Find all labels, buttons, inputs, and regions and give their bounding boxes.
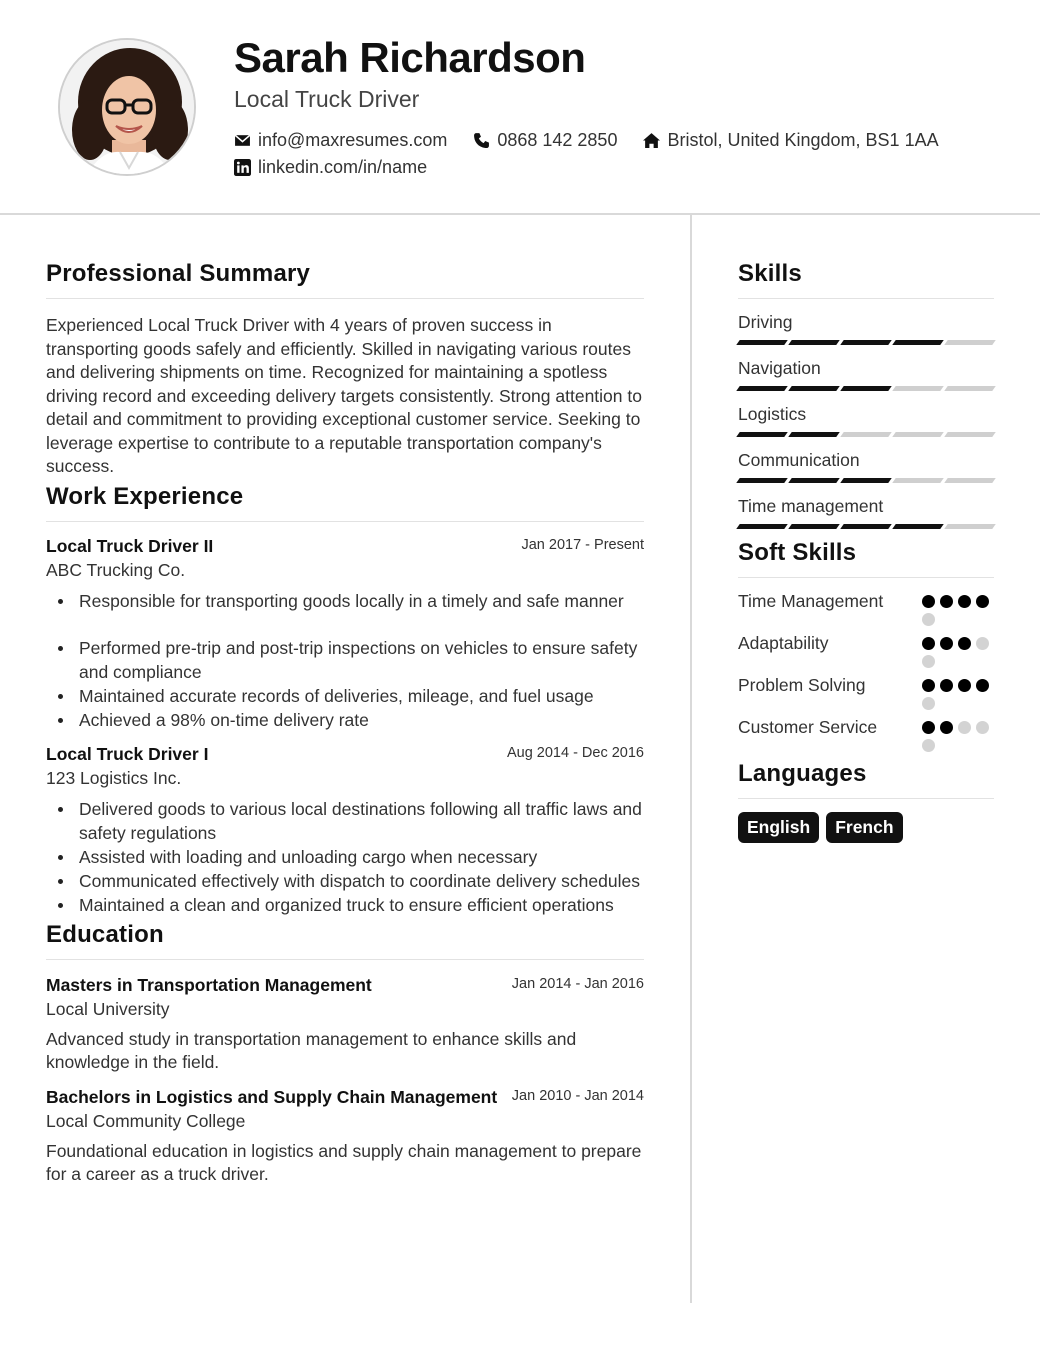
skills-section bbox=[738, 260, 994, 529]
list-item: Performed pre-trip and post-trip inspections on vehicles to ensure safety and compliance bbox=[46, 636, 644, 684]
envelope-icon bbox=[234, 132, 251, 149]
soft-skill-label: Problem Solving bbox=[738, 675, 866, 695]
education-description: Foundational education in logistics and supply chain management to prepare for a career as a truck driver. bbox=[46, 1140, 642, 1184]
skill-item bbox=[738, 496, 994, 529]
skill-level-bar bbox=[738, 524, 994, 529]
skill-level-segment bbox=[892, 478, 944, 483]
skill-level-segment bbox=[892, 524, 944, 529]
job-bullets bbox=[46, 589, 644, 732]
school-name: Local Community College bbox=[46, 1110, 246, 1131]
job-title: Local Truck Driver I bbox=[46, 743, 209, 764]
skill-label: Logistics bbox=[738, 404, 807, 424]
soft-skill-label: Time Management bbox=[738, 591, 884, 611]
skill-level-segment bbox=[944, 386, 996, 391]
language-tag: English bbox=[738, 812, 819, 843]
education-entry bbox=[46, 975, 644, 1075]
skill-level-segment bbox=[840, 478, 892, 483]
skill-level-segment bbox=[840, 524, 892, 529]
section-title-languages: Languages bbox=[738, 760, 994, 799]
skill-level-segment bbox=[840, 340, 892, 345]
skill-level-bar bbox=[738, 478, 994, 483]
school-name: Local University bbox=[46, 998, 170, 1019]
main-column bbox=[46, 215, 644, 1187]
list-item: Assisted with loading and unloading cargo when necessary bbox=[46, 845, 644, 869]
job-company: ABC Trucking Co. bbox=[46, 559, 186, 580]
section-title-soft-skills: Soft Skills bbox=[738, 539, 994, 578]
job-title: Local Truck Driver II bbox=[46, 535, 214, 556]
rating-dot bbox=[922, 655, 935, 668]
job-date: Aug 2014 - Dec 2016 bbox=[506, 744, 644, 761]
candidate-title: Local Truck Driver bbox=[234, 86, 420, 112]
column-divider bbox=[690, 215, 692, 1303]
soft-skill-rating bbox=[922, 674, 994, 710]
side-column bbox=[738, 215, 994, 843]
soft-skill-rating bbox=[922, 590, 994, 626]
skill-level-segment bbox=[788, 524, 840, 529]
skills-list bbox=[738, 312, 994, 529]
resume-header bbox=[0, 0, 1040, 215]
education-date: Jan 2010 - Jan 2014 bbox=[511, 1087, 644, 1104]
skill-level-segment bbox=[944, 432, 996, 437]
skill-level-segment bbox=[892, 340, 944, 345]
soft-skill-item bbox=[738, 674, 994, 710]
soft-skill-item bbox=[738, 590, 994, 626]
skill-level-segment bbox=[840, 432, 892, 437]
rating-dot bbox=[976, 721, 989, 734]
email-text[interactable]: info@maxresumes.com bbox=[258, 130, 448, 150]
skill-label: Navigation bbox=[738, 358, 821, 378]
soft-skills-section bbox=[738, 539, 994, 752]
section-title-experience: Work Experience bbox=[46, 483, 644, 522]
candidate-name: Sarah Richardson bbox=[234, 34, 586, 81]
contact-phone[interactable] bbox=[473, 130, 617, 151]
rating-dot bbox=[958, 637, 971, 650]
summary-text: Experienced Local Truck Driver with 4 years of proven success in transporting goods safely and efficiently. Skilled in navigating various routes and delivering shipments on time. Recognized for maintaining a spotless driving record and exceeding delivery targets consistently. Strong attention to detail and commitment to providing exceptional customer service. Seeking to leverage expertise to contribute to a reputable transportation company's success. bbox=[46, 315, 642, 476]
soft-skill-label: Customer Service bbox=[738, 717, 878, 737]
soft-skill-item bbox=[738, 632, 994, 668]
experience-section bbox=[46, 483, 644, 917]
phone-icon bbox=[473, 132, 490, 149]
skill-level-segment bbox=[736, 340, 788, 345]
contact-email[interactable] bbox=[234, 130, 447, 151]
skill-level-segment bbox=[788, 340, 840, 345]
skill-label: Time management bbox=[738, 496, 884, 516]
education-entry bbox=[46, 1087, 644, 1187]
contact-row-2 bbox=[234, 157, 427, 178]
address-text: Bristol, United Kingdom, BS1 1AA bbox=[667, 130, 939, 150]
list-item: Maintained accurate records of deliveries, mileage, and fuel usage bbox=[46, 684, 644, 708]
skill-level-segment bbox=[736, 524, 788, 529]
skill-item bbox=[738, 404, 994, 437]
skill-level-bar bbox=[738, 386, 994, 391]
skill-label: Driving bbox=[738, 312, 793, 332]
rating-dot bbox=[940, 637, 953, 650]
section-title-education: Education bbox=[46, 921, 644, 960]
skill-level-segment bbox=[944, 340, 996, 345]
rating-dot bbox=[958, 679, 971, 692]
education-section bbox=[46, 921, 644, 1187]
rating-dot bbox=[922, 697, 935, 710]
language-tag: French bbox=[826, 812, 902, 843]
contact-address bbox=[643, 130, 938, 151]
profile-photo bbox=[58, 38, 196, 176]
degree-title: Bachelors in Logistics and Supply Chain Management bbox=[46, 1086, 498, 1107]
job-company: 123 Logistics Inc. bbox=[46, 767, 182, 788]
job-entry bbox=[46, 536, 644, 732]
skill-level-segment bbox=[736, 432, 788, 437]
degree-title: Masters in Transportation Management bbox=[46, 974, 372, 995]
skill-item bbox=[738, 312, 994, 345]
skill-label: Communication bbox=[738, 450, 860, 470]
soft-skill-rating bbox=[922, 632, 994, 668]
list-item: Delivered goods to various local destinations following all traffic laws and safety regulations bbox=[46, 797, 644, 845]
soft-skill-label: Adaptability bbox=[738, 633, 829, 653]
rating-dot bbox=[922, 637, 935, 650]
rating-dot bbox=[958, 721, 971, 734]
education-date: Jan 2014 - Jan 2016 bbox=[511, 975, 644, 992]
skill-level-segment bbox=[788, 478, 840, 483]
list-item: Communicated effectively with dispatch to coordinate delivery schedules bbox=[46, 869, 644, 893]
list-item: Achieved a 98% on-time delivery rate bbox=[46, 708, 644, 732]
rating-dot bbox=[940, 679, 953, 692]
skill-level-segment bbox=[788, 386, 840, 391]
rating-dot bbox=[922, 739, 935, 752]
rating-dot bbox=[976, 637, 989, 650]
contact-linkedin[interactable] bbox=[234, 157, 427, 178]
rating-dot bbox=[922, 721, 935, 734]
soft-skill-rating bbox=[922, 716, 994, 752]
skill-level-segment bbox=[788, 432, 840, 437]
list-item: Responsible for transporting goods locally in a timely and safe manner bbox=[46, 589, 644, 613]
profile-photo-illustration bbox=[60, 40, 196, 176]
skill-level-bar bbox=[738, 432, 994, 437]
skill-level-segment bbox=[736, 386, 788, 391]
skill-level-segment bbox=[892, 386, 944, 391]
rating-dot bbox=[940, 721, 953, 734]
languages-section bbox=[738, 760, 994, 843]
rating-dot bbox=[922, 679, 935, 692]
phone-text[interactable]: 0868 142 2850 bbox=[497, 130, 618, 150]
rating-dot bbox=[976, 679, 989, 692]
rating-dot bbox=[958, 595, 971, 608]
home-icon bbox=[643, 132, 660, 149]
list-item: Maintained a clean and organized truck to ensure efficient operations bbox=[46, 893, 644, 917]
skill-level-segment bbox=[840, 386, 892, 391]
skill-level-segment bbox=[736, 478, 788, 483]
job-bullets bbox=[46, 797, 644, 917]
skill-level-segment bbox=[892, 432, 944, 437]
linkedin-icon bbox=[234, 159, 251, 176]
section-title-summary: Professional Summary bbox=[46, 260, 644, 299]
contact-row bbox=[234, 130, 939, 151]
skill-item bbox=[738, 358, 994, 391]
rating-dot bbox=[976, 595, 989, 608]
linkedin-text[interactable]: linkedin.com/in/name bbox=[258, 157, 428, 177]
section-title-skills: Skills bbox=[738, 260, 994, 299]
summary-section bbox=[46, 260, 644, 479]
skill-item bbox=[738, 450, 994, 483]
rating-dot bbox=[940, 595, 953, 608]
skill-level-bar bbox=[738, 340, 994, 345]
skill-level-segment bbox=[944, 524, 996, 529]
language-tags bbox=[738, 812, 994, 843]
education-description: Advanced study in transportation management to enhance skills and knowledge in the field. bbox=[46, 1028, 577, 1072]
rating-dot bbox=[922, 613, 935, 626]
skill-level-segment bbox=[944, 478, 996, 483]
rating-dot bbox=[922, 595, 935, 608]
job-date: Jan 2017 - Present bbox=[521, 536, 644, 553]
job-entry bbox=[46, 744, 644, 917]
soft-skill-item bbox=[738, 716, 994, 752]
